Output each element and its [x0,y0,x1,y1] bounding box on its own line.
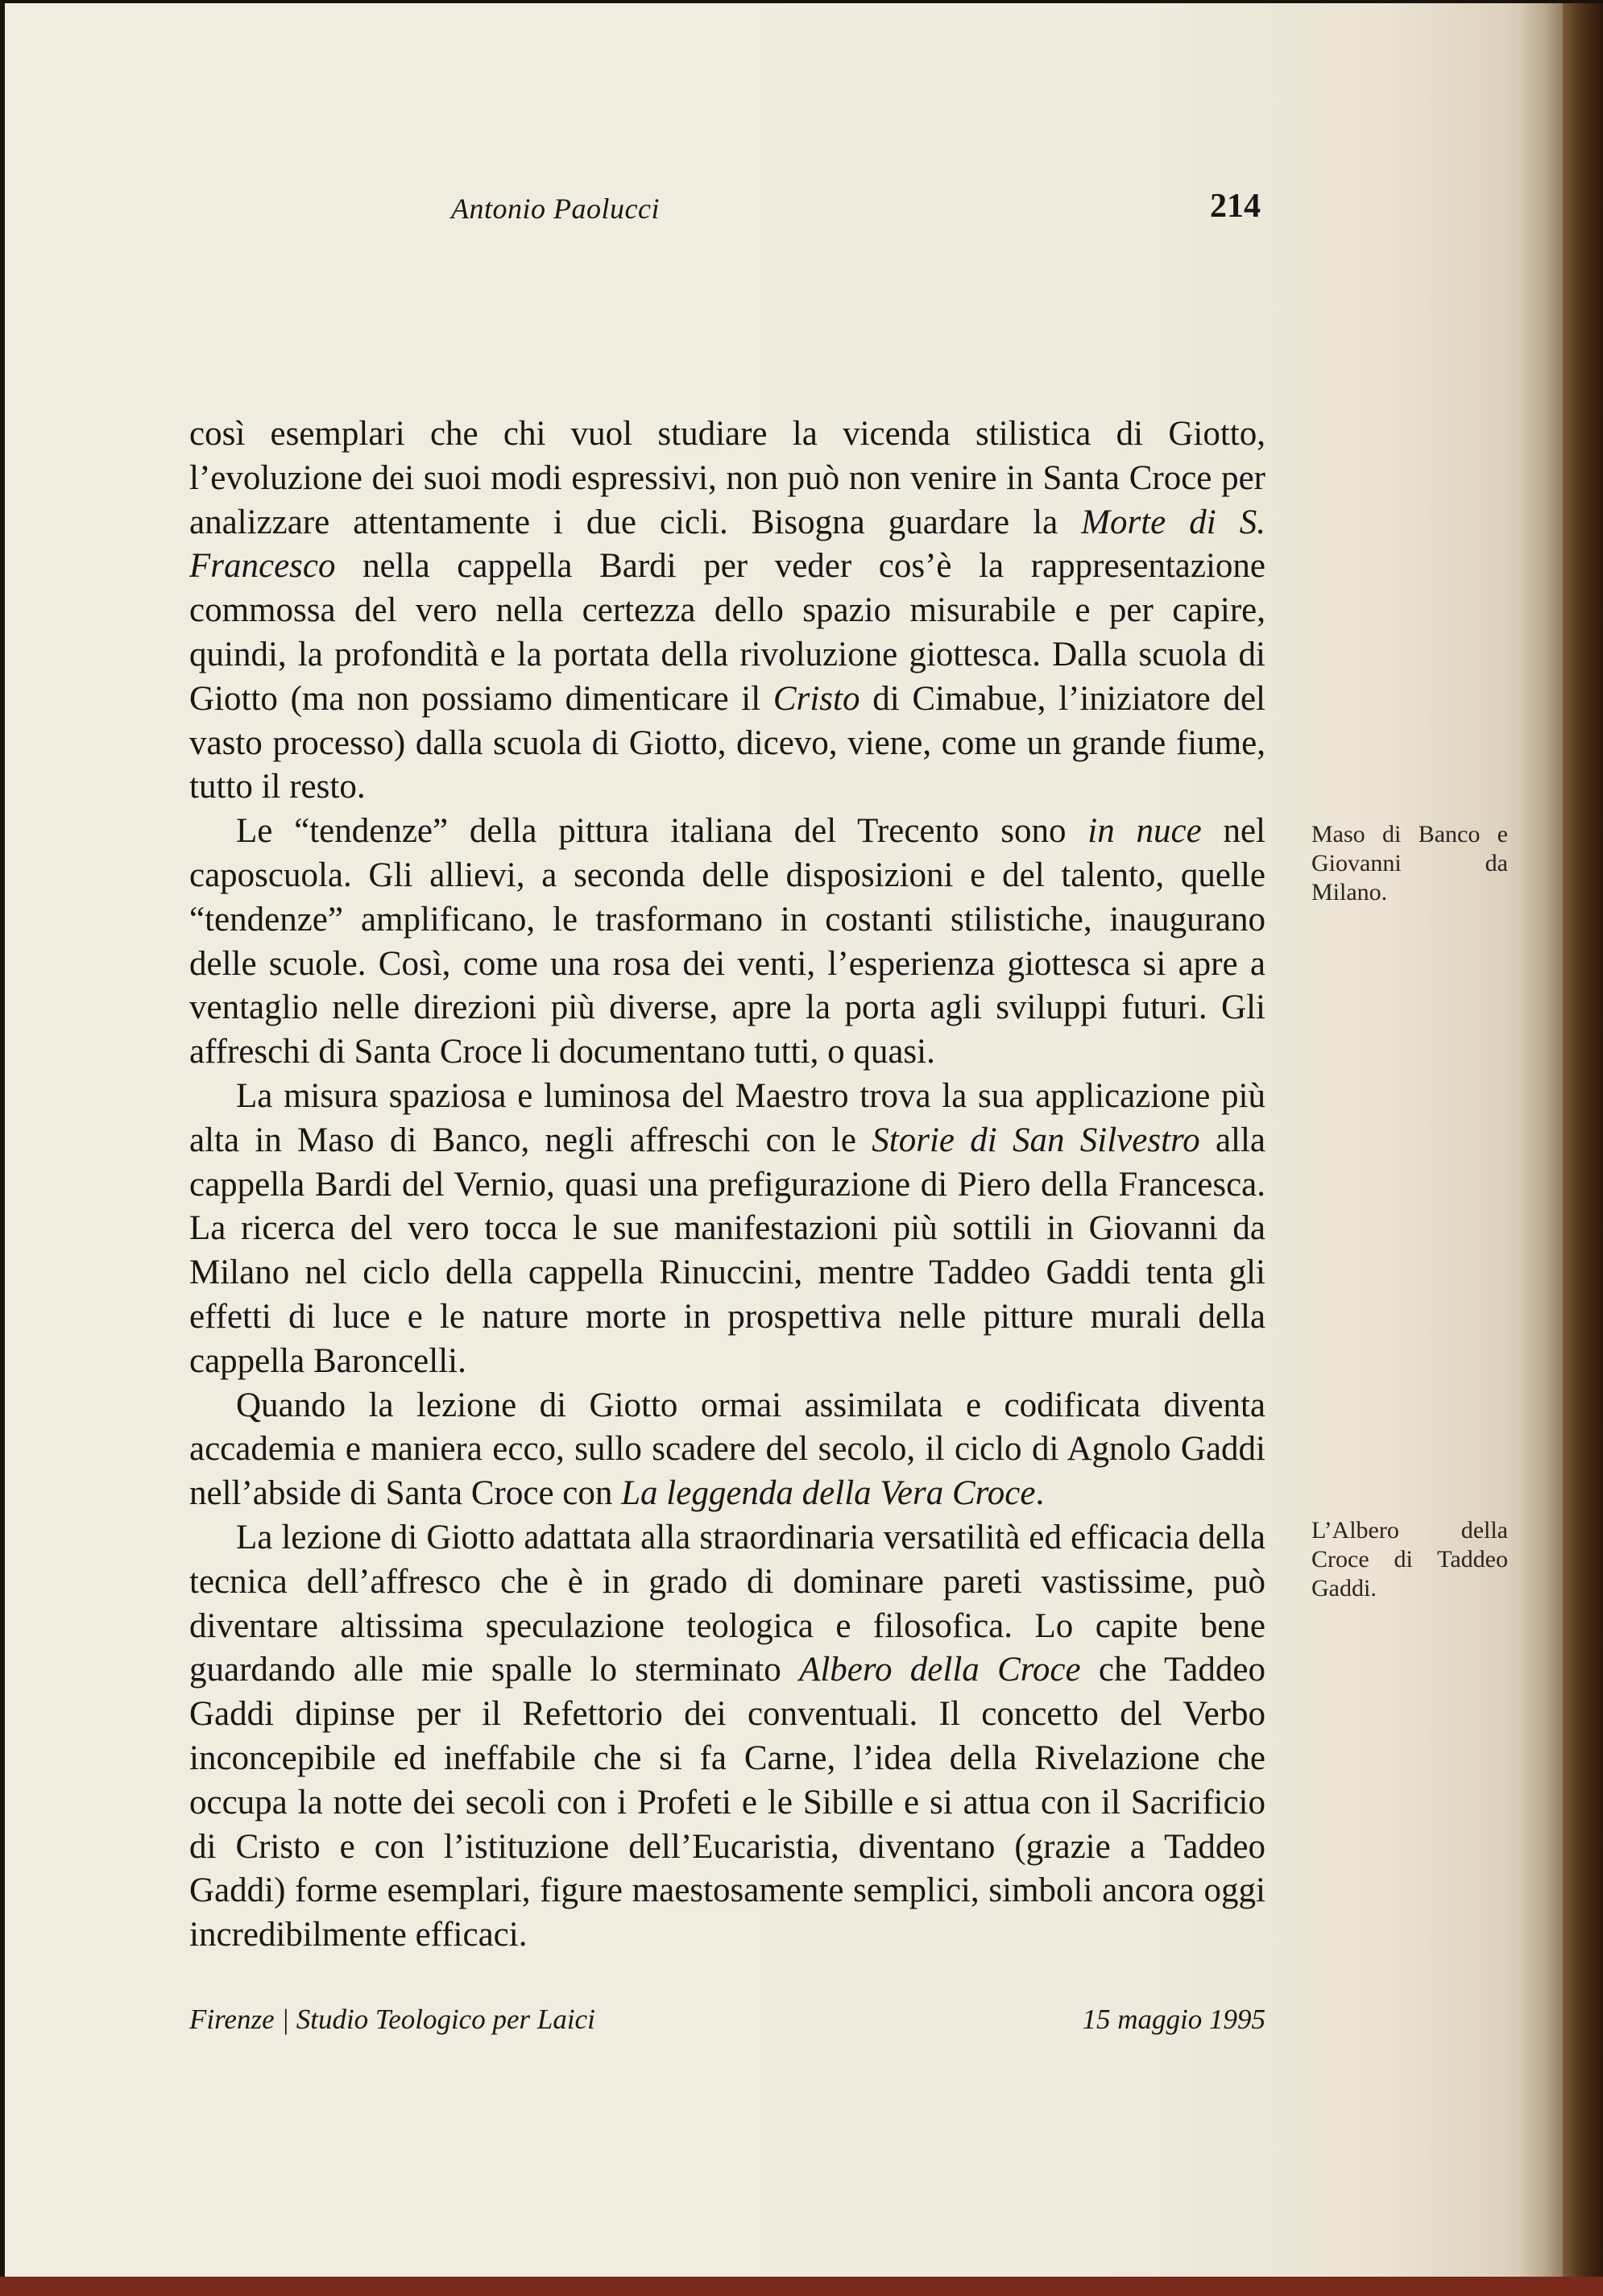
text-run: di Cimabue, l’iniziatore del vasto processo) dalla scuola di Giotto, dicevo, viene, come un grande fiume, tutto il resto. [189,679,1265,806]
paragraph [189,412,1265,810]
text-run: Quando la lezione di Giotto ormai assimilata e codificata diventa accademia e maniera ecco, sullo scadere del secolo, il ciclo di Agnolo Gaddi nell’abside di Santa Croce con [189,1386,1265,1513]
paragraph [189,810,1265,1075]
italic-title: Morte di S. Francesco [189,503,1265,586]
paragraph [189,1075,1265,1384]
sidenote-albero-della-croce: L’Albero della Croce di Taddeo Gaddi. [1311,1517,1508,1602]
running-head: Antonio Paolucci [451,193,660,225]
scan-border-bottom [0,2277,1603,2296]
text-run: nella cappella Bardi per veder cos’è la rappresentazione commossa del vero nella certezza dello spazio misurabile e per capire, quindi, la profondità e la portata della rivoluzione giottesca. Dalla scuola di Giotto (ma non possiamo dimenticare il [189,547,1265,718]
page-gutter-shadow [1518,0,1563,2296]
paragraph [189,1384,1265,1516]
footer-date: 15 maggio 1995 [1082,2004,1265,2035]
text-run: La misura spaziosa e luminosa del Maestro trova la sua applicazione più alta in Maso di Banco, negli affreschi con le [189,1076,1265,1159]
page-footer [189,2004,1265,2044]
text-run: Le “tendenze” della pittura italiana del Trecento sono [236,812,1088,851]
scan-border-left [0,0,5,2296]
sidenote-maso-di-banco: Maso di Banco e Giovanni da Milano. [1311,821,1508,906]
text-run: La lezione di Giotto adattata alla straordinaria versatilità ed efficacia della tecnica dell’affresco che è in grado di dominare pareti vastissime, può diventare altissima speculazione teologica e filosofica. Lo capite bene guardando alle mie spalle lo sterminato [189,1518,1265,1689]
text-run: che Taddeo Gaddi dipinse per il Refettorio dei conventuali. Il concetto del Verbo inconcepibile ed ineffabile che si fa Carne, l’idea della Rivelazione che occupa la notte dei secoli con i Profeti e le Sibille e si attua con il Sacrificio di Cristo e con l’istituzione dell’Eucaristia, diventano (grazie a Taddeo Gaddi) forme esemplari, figure maestosamente semplici, simboli ancora oggi incredibilmente efficaci. [189,1651,1265,1954]
italic-title: La leggenda della Vera Croce [621,1474,1036,1513]
book-cover-edge [1563,0,1603,2296]
text-run: . [1035,1474,1045,1513]
page-header [0,187,1289,235]
italic-title: in nuce [1087,812,1202,851]
body-text [189,412,1265,1958]
paragraph [189,1516,1265,1958]
footer-location: Firenze | Studio Teologico per Laici [189,2004,595,2035]
text-run: nel caposcuola. Gli allievi, a seconda delle disposizioni e del talento, quelle “tendenze” amplificano, le trasformano in costanti stilistiche, inaugurano delle scuole. Così, come una rosa dei venti, l’esperienza giottesca si apre a ventaglio nelle direzioni più diverse, apre la porta agli sviluppi futuri. Gli affreschi di Santa Croce li documentano tutti, o quasi. [189,812,1265,1071]
text-run: così esemplari che chi vuol studiare la vicenda stilistica di Giotto, l’evoluzione dei suoi modi espressivi, non può non venire in Santa Croce per analizzare attentamente i due cicli. Bisogna guardare la [189,415,1265,541]
italic-title: Storie di San Silvestro [872,1121,1200,1159]
page-number: 214 [1210,188,1261,225]
italic-title: Albero della Croce [799,1651,1081,1689]
text-run: alla cappella Bardi del Vernio, quasi una prefigurazione di Piero della Francesca. La ricerca del vero tocca le sue manifestazioni più sottili in Giovanni da Milano nel ciclo della cappella Rinuccini, mentre Taddeo Gaddi tenta gli effetti di luce e le nature morte in prospettiva nelle pitture murali della cappella Baroncelli. [189,1121,1266,1380]
scan-border-top [0,0,1603,3]
italic-title: Cristo [773,679,860,718]
